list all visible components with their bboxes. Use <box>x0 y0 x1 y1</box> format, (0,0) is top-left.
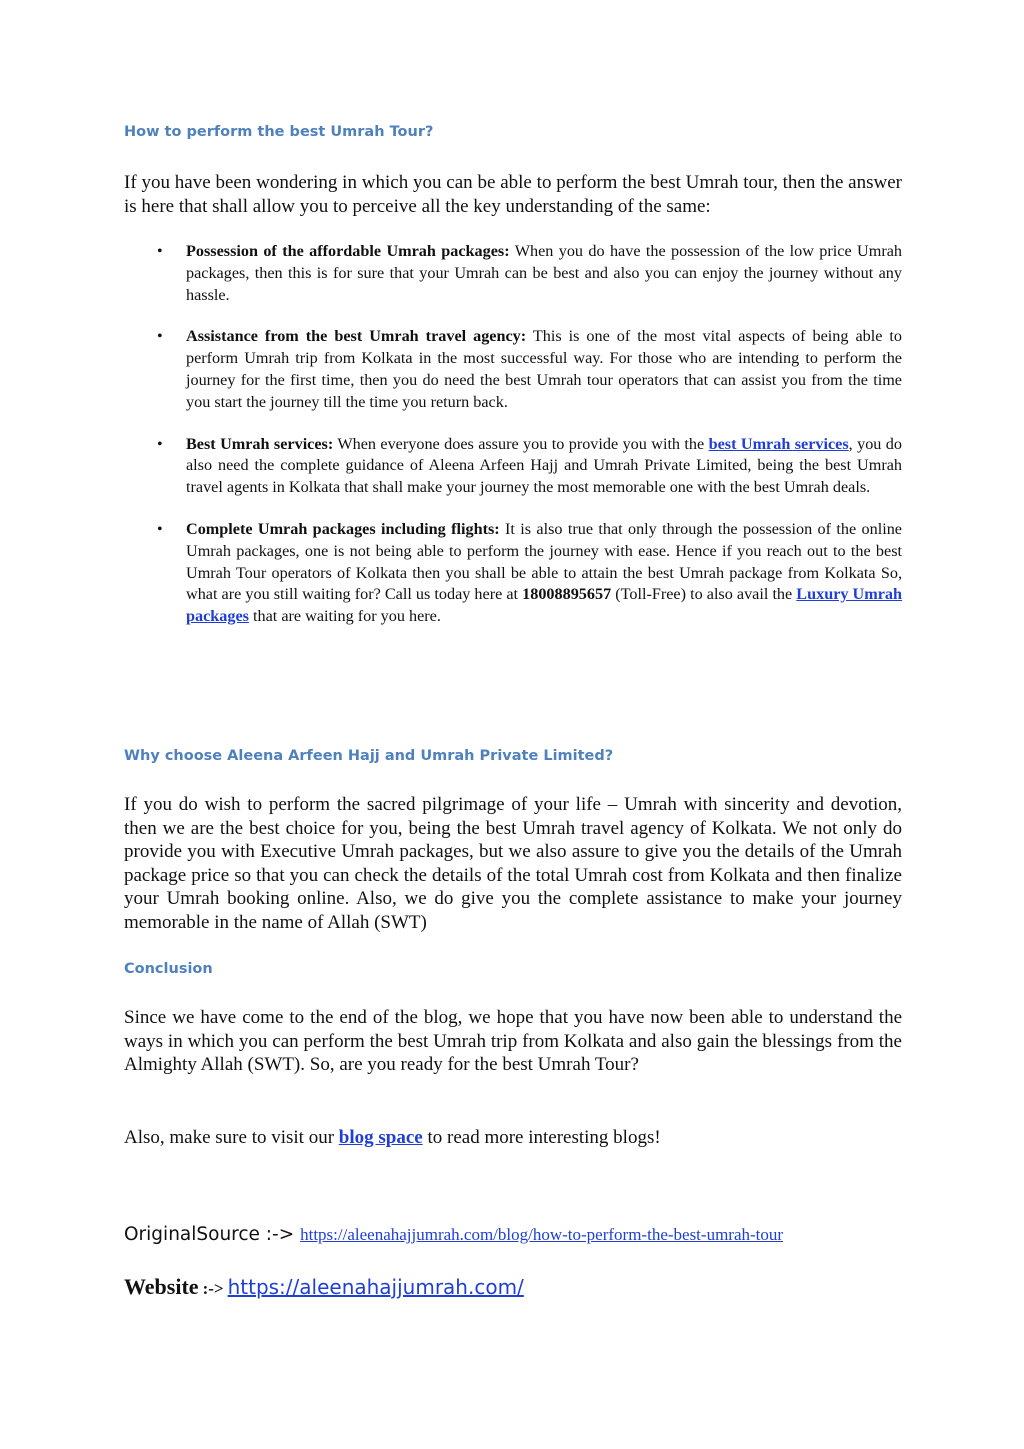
website-link[interactable]: https://aleenahajjumrah.com/ <box>227 1275 524 1299</box>
website-row <box>124 1274 524 1300</box>
original-source-label: OriginalSource :-> <box>124 1224 301 1245</box>
why-choose-paragraph: If you do wish to perform the sacred pilgrimage of your life – Umrah with sincerity and devotion, then we are the best choice for you, being the best Umrah travel agency of Kolkata. We not only do provide you with Executive Umrah packages, but we also assure to give you the details of the Umrah package price so that you can check the details of the total Umrah cost from Kolkata and then finalize your Umrah booking online. Also, we do give you the complete assistance to make your journey memorable in the name of Allah (SWT) <box>124 794 902 933</box>
section-heading-how-to: How to perform the best Umrah Tour? <box>124 124 434 140</box>
visit-text: Also, make sure to visit our <box>124 1127 339 1148</box>
list-item-title: Complete Umrah packages including flights: <box>186 519 500 538</box>
website-arrow: :-> <box>202 1279 224 1298</box>
list-item-travel-agency <box>124 326 902 413</box>
list-item-text: that are waiting for you here. <box>248 607 441 626</box>
bullet-icon: • <box>157 328 163 346</box>
list-item-text: It is also true that only through the possession of the online Umrah packages, one is not being able to perform the journey with ease. Hence if you reach out to the best Umrah Tour operators of Kolkata then you shall be able to attain the best Umrah package from Kolkata So, what are you still waiting for? Call us today here at <box>186 519 902 604</box>
list-item-text: , you do also need the complete guidance of Aleena Arfeen Hajj and Umrah Private Limited, being the best Umrah travel agents in Kolkata that shall make your journey the most memorable one with the best Umrah deals. <box>186 434 902 497</box>
tips-list <box>124 241 902 648</box>
list-item-title: Best Umrah services: <box>186 434 334 453</box>
phone-number: 18008895657 <box>522 585 612 604</box>
list-item-title: Possession of the affordable Umrah packages: <box>186 242 510 260</box>
original-source-link[interactable]: https://aleenahajjumrah.com/blog/how-to-perform-the-best-umrah-tour <box>300 1225 784 1244</box>
best-umrah-services-link[interactable]: best Umrah services <box>708 434 849 453</box>
bullet-icon: • <box>157 520 163 538</box>
list-item-text: When everyone does assure you to provide you with the <box>333 434 709 453</box>
website-label: Website <box>124 1274 199 1299</box>
visit-text: to read more interesting blogs! <box>422 1127 661 1148</box>
blog-space-link[interactable]: blog space <box>338 1127 423 1148</box>
list-item-title: Assistance from the best Umrah travel agency: <box>186 327 527 346</box>
bullet-icon: • <box>157 435 163 453</box>
list-item-text: (Toll-Free) to also avail the <box>611 585 797 604</box>
list-item-affordable-packages <box>124 241 902 306</box>
section-heading-conclusion: Conclusion <box>124 961 213 977</box>
list-item-best-services <box>124 434 902 499</box>
original-source-row <box>124 1224 783 1245</box>
list-item-text: When you do have the possession of the low price Umrah packages, then this is for sure that your Umrah can be best and also you can enjoy the journey without any hassle. <box>186 242 902 304</box>
conclusion-paragraph: Since we have come to the end of the blog, we hope that you have now been able to understand the ways in which you can perform the best Umrah trip from Kolkata and also gain the blessings from the Almighty Allah (SWT). So, are you ready for the best Umrah Tour? <box>124 1007 902 1076</box>
list-item-text: This is one of the most vital aspects of being able to perform Umrah trip from Kolkata in the most successful way. For those who are intending to perform the journey for the first time, then you do need the best Umrah tour operators that can assist you from the time you start the journey till the time you return back. <box>186 327 902 411</box>
section-heading-why-choose: Why choose Aleena Arfeen Hajj and Umrah Private Limited? <box>124 748 614 764</box>
list-item-flights <box>124 519 902 628</box>
bullet-icon: • <box>157 243 163 260</box>
intro-paragraph: If you have been wondering in which you can be able to perform the best Umrah tour, then the answer is here that shall allow you to perceive all the key understanding of the same: <box>124 172 902 217</box>
luxury-umrah-packages-link[interactable]: Luxury Umrah packages <box>186 585 903 626</box>
visit-blog-paragraph <box>124 1126 902 1150</box>
